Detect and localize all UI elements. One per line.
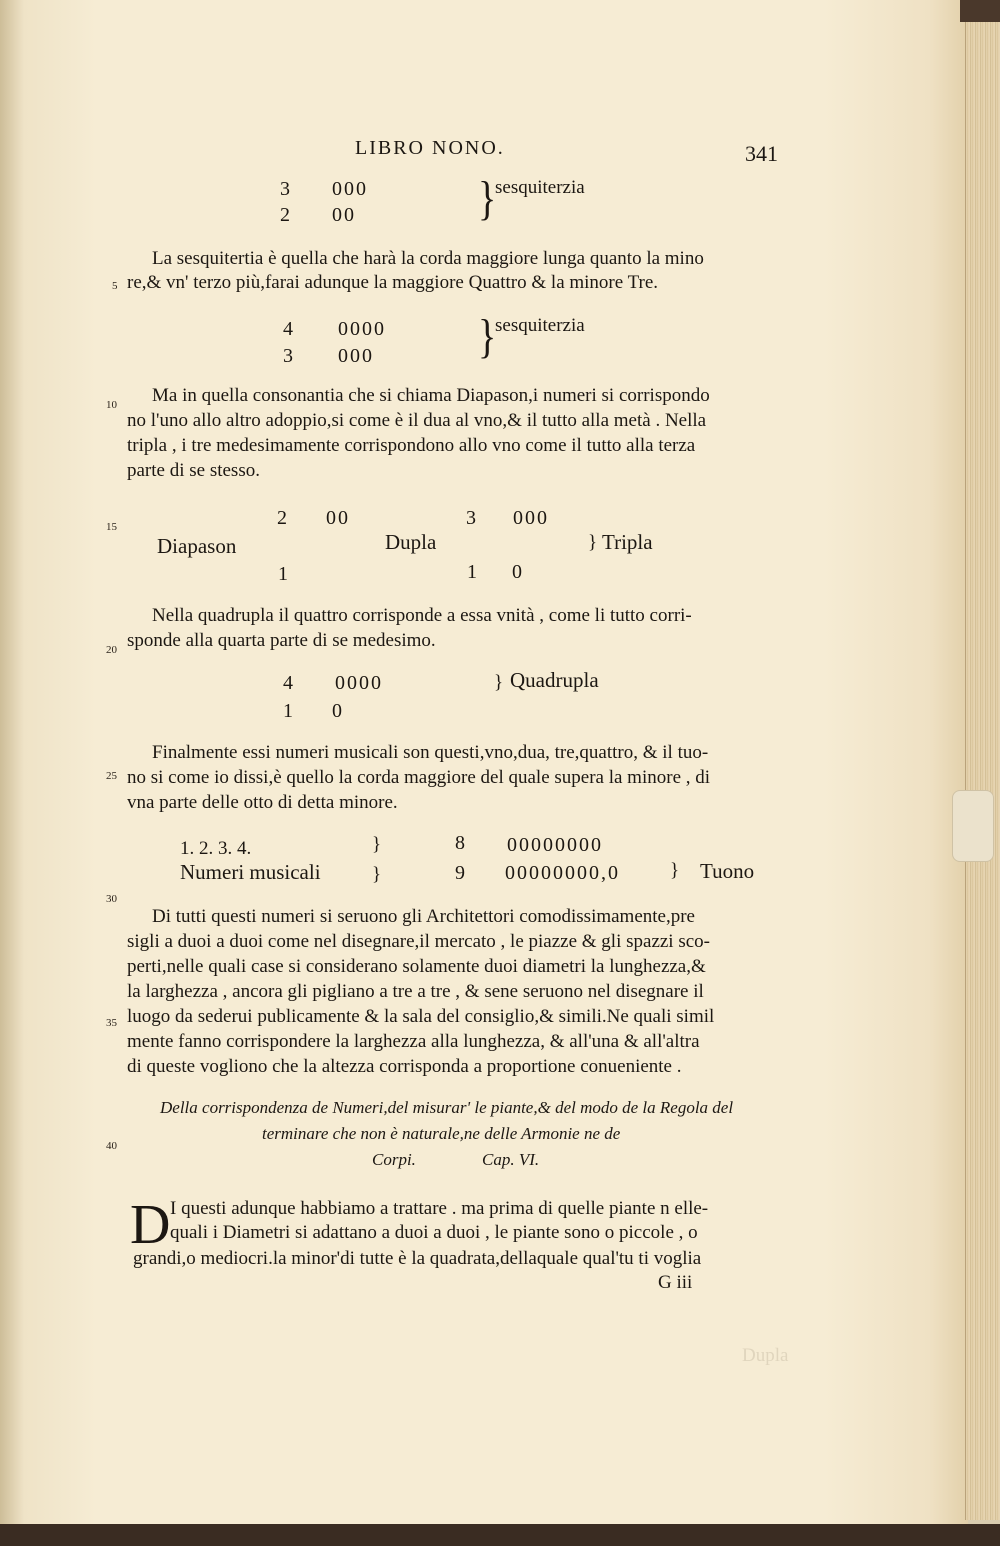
bleed-through-text: Dupla	[742, 1345, 789, 1366]
text-line: vna parte delle otto di detta minore.	[127, 792, 398, 813]
ratio1-brace: }	[478, 172, 497, 226]
diapason-top-dots: 00	[326, 507, 350, 529]
diapason-top-number: 2	[277, 507, 289, 529]
ratio1-top-dots: 000	[332, 178, 368, 200]
dupla-label: Dupla	[385, 530, 437, 554]
text-line: Di tutti questi numeri si seruono gli Architettori comodissimamente,pre	[152, 906, 695, 927]
tuono-top-number: 8	[455, 832, 467, 854]
tripla-bottom-dots: 0	[512, 561, 524, 583]
quadrupla-brace: }	[494, 672, 504, 693]
margin-number: 25	[106, 770, 117, 782]
musical-numbers-label: Numeri musicali	[180, 860, 321, 884]
tuono-label: Tuono	[700, 859, 755, 883]
text-line: di queste vogliono che la altezza corrisponda a proportione conueniente .	[127, 1056, 682, 1077]
tuono-brace: }	[670, 860, 680, 881]
page-tab-marker	[952, 790, 994, 862]
margin-number: 40	[106, 1140, 117, 1152]
quadrupla-label: Quadrupla	[510, 668, 599, 692]
tripla-bottom-number: 1	[467, 561, 479, 583]
tuono-top-dots: 00000000	[507, 834, 603, 856]
ratio2-top-number: 4	[283, 318, 295, 340]
text-line: perti,nelle quali case si considerano solamente duoi diametri la lunghezza,&	[127, 956, 706, 977]
tripla-top-number: 3	[466, 507, 478, 529]
text-line: la larghezza , ancora gli pigliano a tre a tre , & sene seruono nel disegnare il	[127, 981, 704, 1002]
tripla-label: Tripla	[602, 530, 653, 554]
tuono-bottom-number: 9	[455, 862, 467, 884]
page-edges	[965, 20, 1000, 1520]
diapason-bottom-number: 1	[278, 563, 290, 585]
chapter-heading-line: Della corrispondenza de Numeri,del misurar' le piante,& del modo de la Regola del	[160, 1098, 734, 1117]
text-line: tripla , i tre medesimamente corrispondono allo vno come il tutto alla terza	[127, 435, 696, 456]
running-head: LIBRO NONO.	[355, 137, 505, 159]
text-line: quali i Diametri si adattano a duoi a duoi , le piante sono o piccole , o	[170, 1222, 698, 1243]
chapter-number: Cap. VI.	[482, 1150, 540, 1169]
book-cover-edge	[0, 1524, 1000, 1546]
signature-mark: G iii	[658, 1272, 693, 1293]
margin-number: 20	[106, 644, 117, 656]
ratio2-bottom-dots: 000	[338, 345, 374, 367]
ratio2-bottom-number: 3	[283, 345, 295, 367]
tuono-bottom-dots: 00000000,0	[505, 862, 620, 884]
text-line: mente fanno corrispondere la larghezza alla lunghezza, & all'una & all'altra	[127, 1031, 700, 1052]
quadrupla-bottom-number: 1	[283, 700, 295, 722]
chapter-heading-line: terminare che non è naturale,ne delle Armonie ne de	[262, 1124, 621, 1143]
quadrupla-bottom-dots: 0	[332, 700, 344, 722]
cover-corner	[960, 0, 1000, 22]
tuono-brace-upper: }	[372, 834, 382, 855]
ratio1-top-number: 3	[280, 178, 292, 200]
quadrupla-top-number: 4	[283, 672, 295, 694]
text-line: La sesquitertia è quella che harà la corda maggiore lunga quanto la mino	[152, 248, 704, 269]
text-line: sponde alla quarta parte di se medesimo.	[127, 630, 436, 651]
ratio2-label: sesquiterzia	[495, 315, 585, 336]
text-line: Nella quadrupla il quattro corrisponde a essa vnità , come li tutto corri-	[152, 605, 692, 626]
ratio2-brace: }	[478, 310, 497, 364]
musical-numbers-sequence: 1. 2. 3. 4.	[180, 838, 252, 859]
ratio1-label: sesquiterzia	[495, 177, 585, 198]
tuono-brace-lower: }	[372, 864, 382, 885]
text-line: sigli a duoi a duoi come nel disegnare,il mercato , le piazze & gli spazzi sco-	[127, 931, 710, 952]
margin-number: 30	[106, 893, 117, 905]
diapason-label: Diapason	[157, 534, 237, 558]
drop-cap: D	[130, 1194, 171, 1256]
text-line: Finalmente essi numeri musicali son questi,vno,dua, tre,quattro, & il tuo-	[152, 742, 709, 763]
margin-number: 10	[106, 399, 117, 411]
margin-number: 5	[112, 280, 118, 292]
text-line: luogo da sederui publicamente & la sala del consiglio,& simili.Ne quali simil	[127, 1006, 715, 1027]
tripla-brace: }	[588, 532, 598, 553]
margin-number: 15	[106, 521, 117, 533]
text-line: Ma in quella consonantia che si chiama Diapason,i numeri si corrispondo	[152, 385, 710, 406]
margin-number: 35	[106, 1017, 117, 1029]
text-line: no si come io dissi,è quello la corda maggiore del quale supera la minore , di	[127, 767, 711, 788]
text-line: I questi adunque habbiamo a trattare . ma prima di quelle piante n elle-	[170, 1198, 709, 1219]
folio-number: 341	[745, 141, 778, 166]
ratio2-top-dots: 0000	[338, 318, 386, 340]
ratio1-bottom-number: 2	[280, 204, 292, 226]
quadrupla-top-dots: 0000	[335, 672, 383, 694]
text-line: no l'uno allo altro adoppio,si come è il dua al vno,& il tutto alla metà . Nella	[127, 410, 707, 431]
ratio1-bottom-dots: 00	[332, 204, 356, 226]
text-line: grandi,o mediocri.la minor'di tutte è la quadrata,dellaquale qual'tu ti voglia	[133, 1248, 702, 1269]
text-line: re,& vn' terzo più,farai adunque la maggiore Quattro & la minore Tre.	[127, 272, 659, 293]
chapter-heading-line: Corpi.	[372, 1150, 416, 1169]
tripla-top-dots: 000	[513, 507, 549, 529]
text-line: parte di se stesso.	[127, 460, 260, 481]
